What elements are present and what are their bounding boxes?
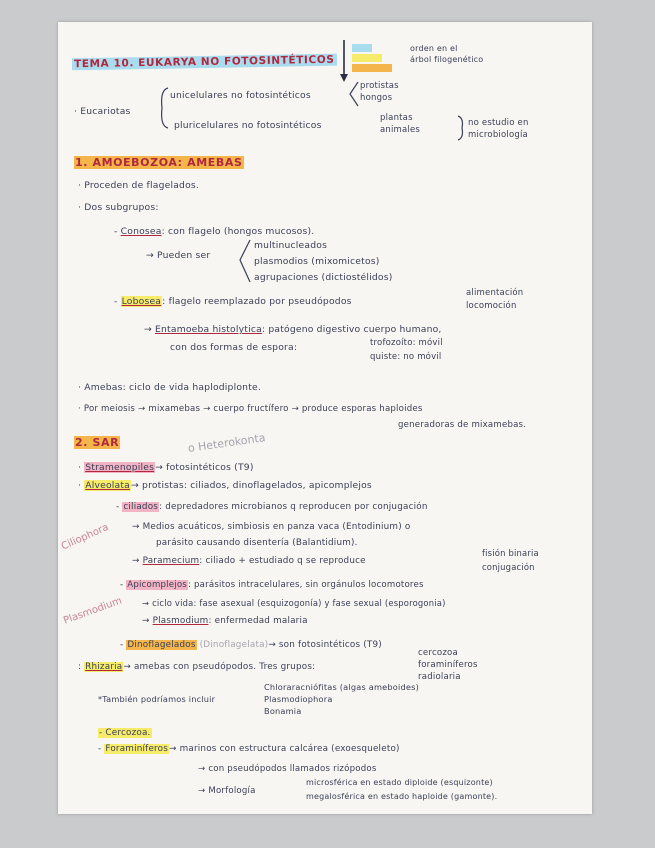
paramecium-line: → Paramecium: ciliado + estudiado q se reproduce	[132, 556, 366, 566]
spora-opt-2: quiste: no móvil	[370, 352, 442, 362]
foram-line: - Foraminíferos→ marinos con estructura calcárea (exoesqueleto)	[98, 744, 400, 754]
sec1-meiosis: · Por meiosis → mixamebas → cuerpo fructífero → produce esporas haploides	[78, 404, 423, 414]
pueden-opt-3: agrupaciones (dictiostélidos)	[254, 272, 393, 283]
sec1-meiosis-2: generadoras de mixamebas.	[398, 420, 527, 430]
page-title: TEMA 10. EUKARYA NO FOTOSINTÉTICOS	[73, 53, 335, 71]
brace-icon	[156, 86, 170, 130]
ciclo-vida-line: → ciclo vida: fase asexual (esquizogonía) y fase sexual (esporogonia)	[142, 598, 446, 608]
plasmodium-margin: Plasmodium	[62, 595, 124, 627]
intro-animales: animales	[380, 125, 421, 135]
cercozoa-line: - Cercozoa.	[99, 728, 151, 738]
intro-no-estudio-2: microbiología	[468, 130, 528, 140]
pueden-opt-1: multinucleados	[254, 240, 328, 251]
rhizaria-line: : Rhizaria→ amebas con pseudópodos. Tres grupos:	[78, 662, 316, 672]
lobosea-opt-1: alimentación	[466, 288, 524, 298]
ciliados-line: - ciliados: depredadores microbianos q reproducen por conjugación	[116, 502, 428, 512]
intro-pluricelulares: pluricelulares no fotosintéticos	[174, 120, 322, 131]
rhizaria-opt-1: cercozoa	[418, 648, 458, 658]
foram-opt-2: megalosférica en estado haploide (gamonte).	[306, 792, 498, 801]
sec1-line-2: · Dos subgrupos:	[78, 202, 159, 213]
stramenopiles-line: · Stramenopiles→ fotosintéticos (T9)	[78, 462, 254, 473]
alveolata-line: · Alveolata→ protistas: ciliados, dinoflagelados, apicomplejos	[78, 480, 372, 491]
title-note-2: árbol filogenético	[410, 55, 484, 64]
spora-opt-1: trofozoíto: móvil	[370, 338, 443, 348]
pueden-ser: → Pueden ser	[146, 250, 211, 261]
stacked-bars-icon	[338, 38, 398, 84]
dino-line: - Dinoflagelados (Dinoflagelata)→ son fotosintéticos (T9)	[120, 640, 382, 650]
heterokonta-note: o Heterokonta	[187, 431, 267, 455]
conosea-line: - Conosea: con flagelo (hongos mucosos).	[114, 226, 315, 237]
lobosea-opt-2: locomoción	[466, 301, 517, 311]
brace-icon	[456, 114, 466, 142]
foram-morfo-line: → Morfología	[198, 786, 256, 796]
section-1-heading: 1. AMOEBOZOA: AMEBAS	[75, 156, 243, 169]
lobosea-line: - Lobosea: flagelo reemplazado por pseudópodos	[114, 296, 352, 307]
sec1-ciclo: · Amebas: ciclo de vida haplodiplonte.	[78, 382, 261, 393]
rhizaria-opt-2: foraminíferos	[418, 660, 478, 670]
rhizaria-opt-3: radiolaria	[418, 672, 461, 682]
pueden-opt-2: plasmodios (mixomicetos)	[254, 256, 380, 267]
intro-eucariotas: · Eucariotas	[74, 106, 131, 117]
tambien-opt-3: Bonamia	[264, 706, 302, 716]
entamoeba-line-2: con dos formas de espora:	[170, 342, 298, 353]
paramecium-opt-1: fisión binaria	[482, 548, 539, 558]
foram-opt-1: microsférica en estado diploide (esquizonte)	[306, 778, 493, 787]
medios-line: → Medios acuáticos, simbiosis en panza vaca (Entodinium) o	[132, 522, 411, 532]
foram-pseudo-line: → con pseudópodos llamados rizópodos	[198, 764, 377, 774]
entamoeba-line: → Entamoeba histolytica: patógeno digestivo cuerpo humano,	[144, 324, 442, 335]
apicomplejos-line: - Apicomplejos: parásitos intracelulares, sin orgánulos locomotores	[120, 580, 424, 590]
intro-no-estudio-1: no estudio en	[468, 118, 529, 128]
tambien-opt-2: Plasmodiophora	[264, 694, 333, 704]
ciliophora-margin: Ciliophora	[59, 521, 111, 553]
section-2-heading: 2. SAR	[75, 436, 120, 449]
sec1-line-1: · Proceden de flagelados.	[78, 180, 199, 191]
plasmodium-line: → Plasmodium: enfermedad malaria	[142, 616, 308, 626]
intro-unicelulares: unicelulares no fotosintéticos	[170, 90, 311, 101]
intro-hongos: hongos	[360, 93, 393, 103]
notebook-page	[58, 22, 592, 814]
tambien-line: *También podríamos incluir	[98, 694, 216, 704]
intro-plantas: plantas	[380, 113, 413, 123]
tambien-opt-1: Chloraracniófitas (algas ameboides)	[264, 682, 419, 692]
brace-icon	[238, 238, 252, 284]
parasito-line: parásito causando disentería (Balantidium).	[156, 538, 358, 548]
paramecium-opt-2: conjugación	[482, 562, 535, 572]
brace-icon	[348, 80, 360, 108]
intro-protistas: protistas	[360, 81, 399, 91]
title-note-1: orden en el	[410, 44, 458, 53]
